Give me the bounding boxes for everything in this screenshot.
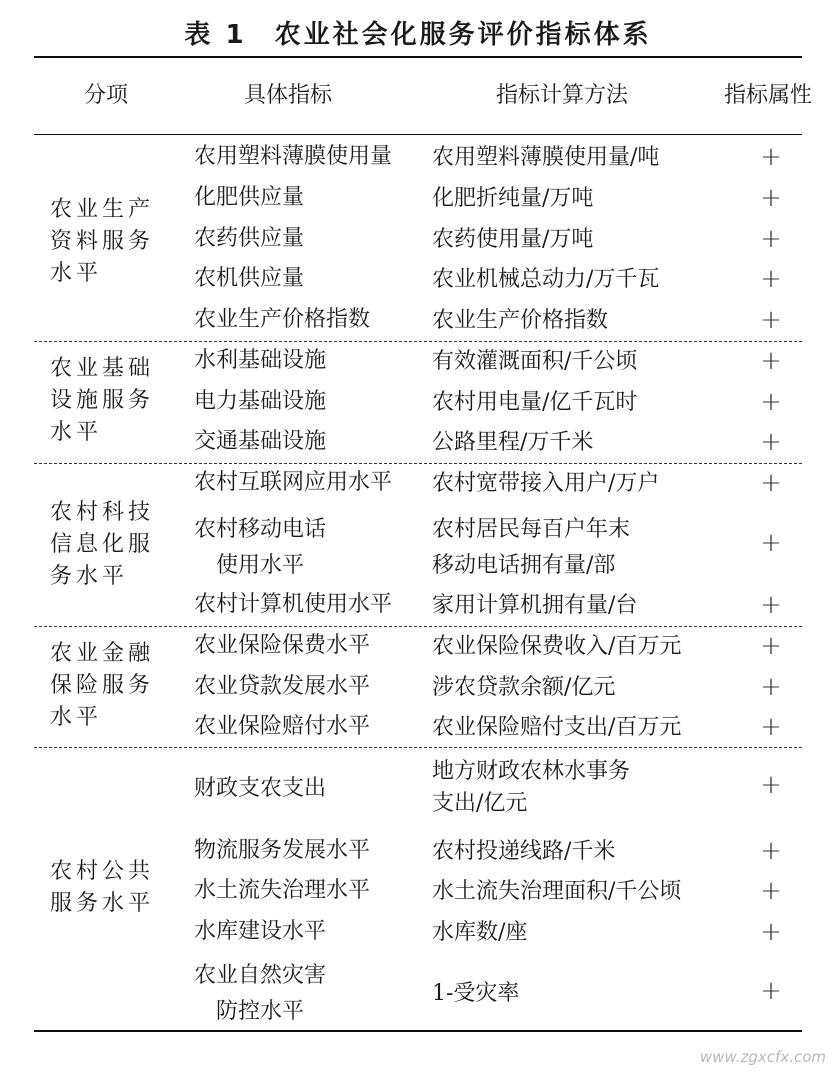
method-line-2: 移动电话拥有量/部	[432, 553, 616, 578]
method-cell: 农业生产价格指数	[432, 308, 609, 333]
method-cell	[432, 756, 762, 820]
indicator-cell	[194, 958, 429, 1030]
indicator-cell: 电力基础设施	[194, 389, 327, 414]
indicator-cell: 交通基础设施	[194, 429, 327, 454]
attribute-cell: +	[760, 672, 782, 702]
header-indicator: 具体指标	[244, 83, 333, 108]
attribute-cell: +	[760, 528, 782, 558]
method-cell: 农业保险赔付支出/百万元	[432, 715, 682, 740]
table-caption	[0, 14, 836, 51]
indicator-line-2: 使用水平	[216, 553, 305, 578]
header-attribute: 指标属性	[724, 83, 813, 108]
method-cell: 有效灌溉面积/千公顷	[432, 349, 638, 374]
method-cell: 农用塑料薄膜使用量/吨	[432, 145, 660, 170]
indicator-cell: 水利基础设施	[194, 348, 327, 373]
bottom-rule	[34, 1030, 802, 1032]
indicator-cell: 农用塑料薄膜使用量	[194, 144, 393, 169]
method-cell: 水库数/座	[432, 920, 528, 945]
indicator-cell: 农村互联网应用水平	[194, 470, 393, 495]
method-cell: 农村投递线路/千米	[432, 839, 616, 864]
attribute-cell: +	[760, 770, 782, 800]
indicator-cell: 化肥供应量	[194, 185, 305, 210]
category-public-services: 农村公共服务水平	[50, 859, 155, 916]
attribute-cell: +	[760, 917, 782, 947]
indicator-cell: 农业生产价格指数	[194, 307, 371, 332]
attribute-cell: +	[760, 427, 782, 457]
method-cell: 农村宽带接入用户/万户	[432, 471, 660, 496]
attribute-cell: +	[760, 183, 782, 213]
method-line-2: 支出/亿元	[432, 791, 528, 816]
indicator-line-1: 农村移动电话	[194, 517, 327, 542]
attribute-cell: +	[760, 631, 782, 661]
indicator-cell: 水库建设水平	[194, 919, 327, 944]
attribute-cell: +	[760, 264, 782, 294]
table-header	[0, 78, 836, 118]
attribute-cell: +	[760, 224, 782, 254]
indicator-cell: 财政支农支出	[194, 776, 327, 801]
group-divider	[34, 341, 802, 342]
attribute-cell: +	[760, 590, 782, 620]
indicator-cell: 农机供应量	[194, 266, 305, 291]
header-method: 指标计算方法	[496, 83, 629, 108]
attribute-cell: +	[760, 836, 782, 866]
attribute-cell: +	[760, 387, 782, 417]
table-number: 表 1	[184, 20, 247, 50]
indicator-line-1: 农业自然灾害	[194, 963, 327, 988]
method-cell: 化肥折纯量/万吨	[432, 186, 594, 211]
category-production-materials: 农业生产资料服务水平	[50, 197, 155, 286]
header-rule	[34, 134, 802, 135]
indicator-line-2: 防控水平	[216, 999, 305, 1024]
header-category: 分项	[84, 83, 129, 108]
indicator-cell	[194, 512, 429, 584]
indicator-cell: 农业保险赔付水平	[194, 714, 371, 739]
indicator-cell: 农业保险保费水平	[194, 633, 371, 658]
method-cell: 农村用电量/亿千瓦时	[432, 390, 638, 415]
category-tech-informatization: 农村科技信息化服务水平	[50, 500, 155, 589]
attribute-cell: +	[760, 976, 782, 1006]
attribute-cell: +	[760, 346, 782, 376]
category-infrastructure: 农业基础设施服务水平	[50, 356, 155, 445]
attribute-cell: +	[760, 712, 782, 742]
group-divider	[34, 747, 802, 748]
indicator-cell: 物流服务发展水平	[194, 838, 371, 863]
method-cell: 家用计算机拥有量/台	[432, 593, 638, 618]
indicator-cell: 水土流失治理水平	[194, 878, 371, 903]
attribute-cell: +	[760, 876, 782, 906]
method-cell: 农业保险保费收入/百万元	[432, 634, 682, 659]
attribute-cell: +	[760, 142, 782, 172]
indicator-cell: 农业贷款发展水平	[194, 674, 371, 699]
group-divider	[34, 463, 802, 464]
method-line-1: 地方财政农林水事务	[432, 759, 631, 784]
method-cell: 农药使用量/万吨	[432, 227, 594, 252]
table-title: 农业社会化服务评价指标体系	[274, 20, 652, 50]
watermark: www.zgxcfx.com	[699, 1048, 826, 1066]
method-cell: 农业机械总动力/万千瓦	[432, 267, 660, 292]
method-cell: 水土流失治理面积/千公顷	[432, 879, 682, 904]
method-cell: 1-受灾率	[432, 981, 520, 1006]
group-divider	[34, 626, 802, 627]
method-cell	[432, 512, 762, 584]
method-cell: 涉农贷款余额/亿元	[432, 675, 616, 700]
indicator-cell: 农村计算机使用水平	[194, 592, 393, 617]
top-rule	[34, 56, 802, 58]
indicator-cell: 农药供应量	[194, 226, 305, 251]
attribute-cell: +	[760, 468, 782, 498]
method-line-1: 农村居民每百户年末	[432, 517, 631, 542]
attribute-cell: +	[760, 305, 782, 335]
category-finance-insurance: 农业金融保险服务水平	[50, 641, 155, 730]
method-cell: 公路里程/万千米	[432, 430, 594, 455]
